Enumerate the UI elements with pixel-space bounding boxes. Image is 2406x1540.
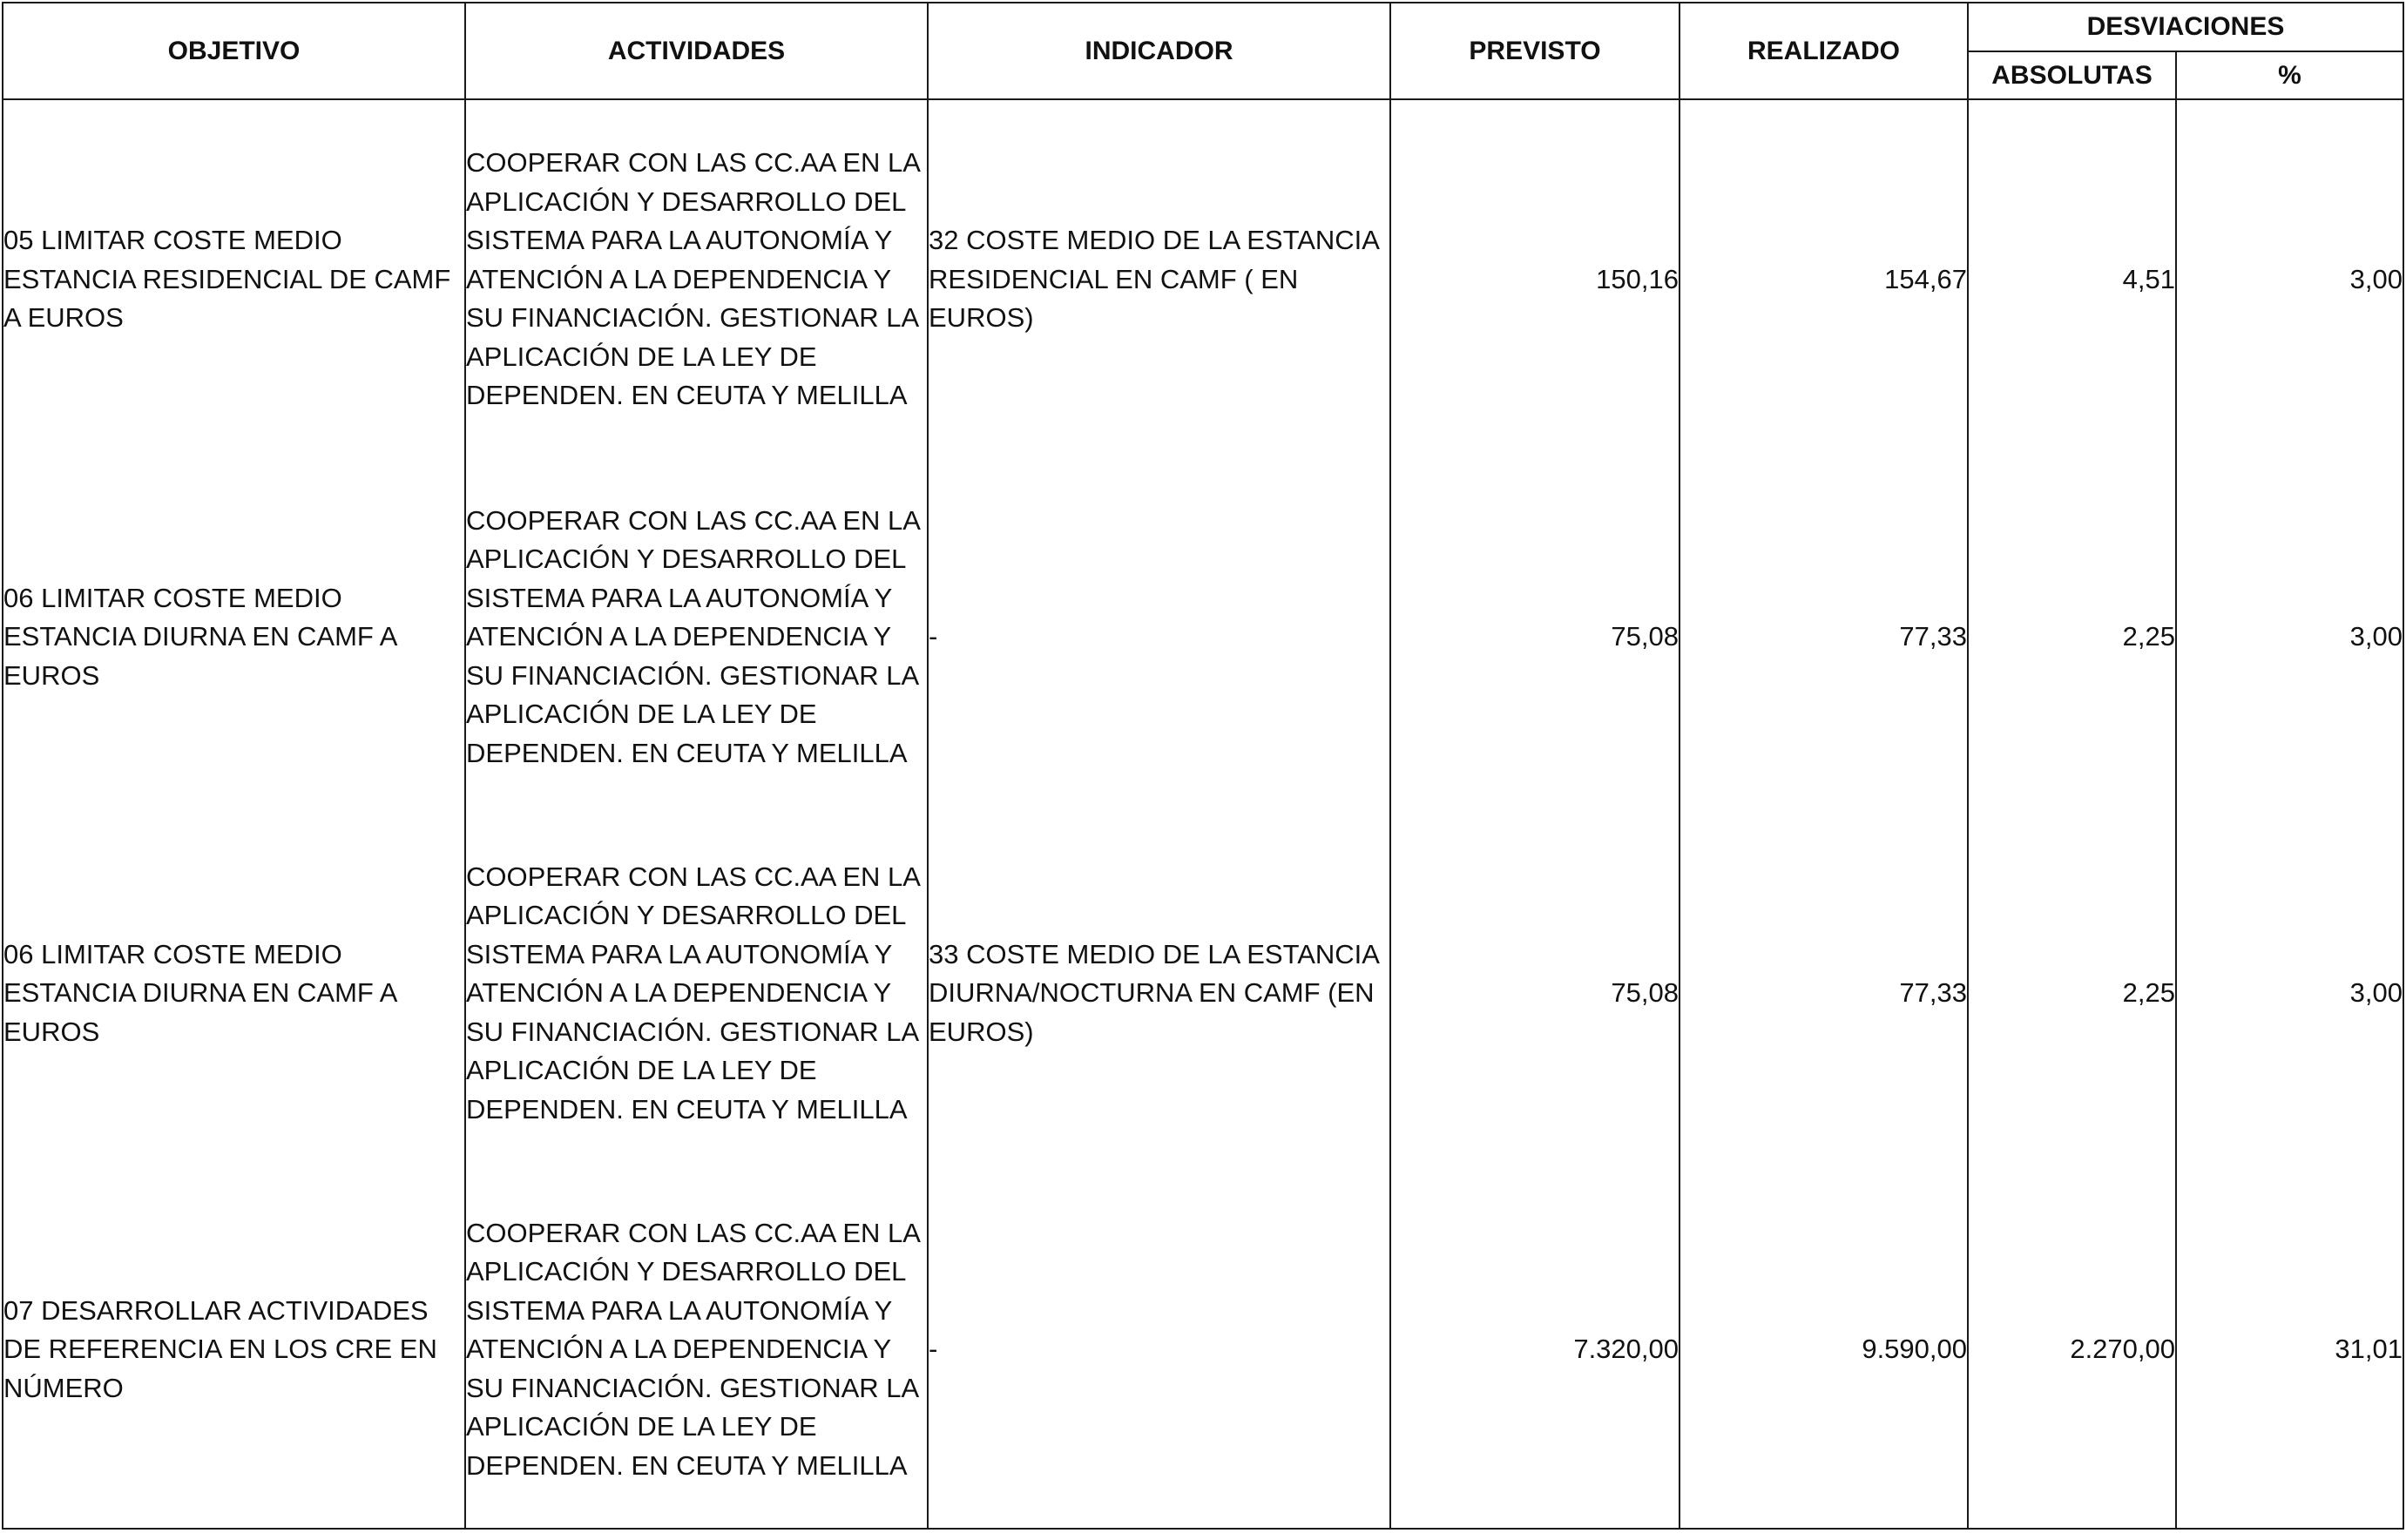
cell-objetivo: 05 LIMITAR COSTE MEDIO ESTANCIA RESIDENCIAL DE CAMF A EUROS: [3, 99, 465, 459]
cell-realizado: 77,33: [1679, 459, 1968, 815]
cell-indicador: -: [928, 1172, 1390, 1529]
header-actividades: ACTIVIDADES: [465, 3, 928, 99]
cell-absolutas: 2,25: [1968, 459, 2176, 815]
indicators-table: [2, 2, 2404, 1530]
cell-porcentaje: 3,00: [2176, 815, 2403, 1172]
cell-actividades: COOPERAR CON LAS CC.AA EN LA APLICACIÓN Y DESARROLLO DEL SISTEMA PARA LA AUTONOMÍA Y ATENCIÓN A LA DEPENDENCIA Y SU FINANCIACIÓN. GESTIONAR LA APLICACIÓN DE LA LEY DE DEPENDEN. EN CEUTA Y MELILLA: [465, 1172, 928, 1529]
cell-absolutas: 2.270,00: [1968, 1172, 2176, 1529]
table-row: [3, 815, 2403, 1172]
cell-indicador: 33 COSTE MEDIO DE LA ESTANCIA DIURNA/NOCTURNA EN CAMF (EN EUROS): [928, 815, 1390, 1172]
cell-indicador: 32 COSTE MEDIO DE LA ESTANCIA RESIDENCIAL EN CAMF ( EN EUROS): [928, 99, 1390, 459]
header-desviaciones: DESVIACIONES: [1968, 3, 2403, 51]
header-previsto: PREVISTO: [1390, 3, 1679, 99]
cell-previsto: 7.320,00: [1390, 1172, 1679, 1529]
cell-previsto: 75,08: [1390, 459, 1679, 815]
cell-actividades: COOPERAR CON LAS CC.AA EN LA APLICACIÓN Y DESARROLLO DEL SISTEMA PARA LA AUTONOMÍA Y ATENCIÓN A LA DEPENDENCIA Y SU FINANCIACIÓN. GESTIONAR LA APLICACIÓN DE LA LEY DE DEPENDEN. EN CEUTA Y MELILLA: [465, 815, 928, 1172]
header-porcentaje: %: [2176, 51, 2403, 99]
cell-indicador: -: [928, 459, 1390, 815]
table-row: [3, 99, 2403, 459]
header-objetivo: OBJETIVO: [3, 3, 465, 99]
cell-objetivo: 07 DESARROLLAR ACTIVIDADES DE REFERENCIA EN LOS CRE EN NÚMERO: [3, 1172, 465, 1529]
header-absolutas: ABSOLUTAS: [1968, 51, 2176, 99]
cell-absolutas: 2,25: [1968, 815, 2176, 1172]
cell-realizado: 154,67: [1679, 99, 1968, 459]
cell-objetivo: 06 LIMITAR COSTE MEDIO ESTANCIA DIURNA EN CAMF A EUROS: [3, 815, 465, 1172]
cell-absolutas: 4,51: [1968, 99, 2176, 459]
header-realizado: REALIZADO: [1679, 3, 1968, 99]
header-indicador: INDICADOR: [928, 3, 1390, 99]
cell-realizado: 77,33: [1679, 815, 1968, 1172]
cell-porcentaje: 3,00: [2176, 459, 2403, 815]
table-row: [3, 1172, 2403, 1529]
cell-porcentaje: 31,01: [2176, 1172, 2403, 1529]
table-row: [3, 459, 2403, 815]
cell-porcentaje: 3,00: [2176, 99, 2403, 459]
cell-previsto: 150,16: [1390, 99, 1679, 459]
table-body: [3, 99, 2403, 1529]
cell-objetivo: 06 LIMITAR COSTE MEDIO ESTANCIA DIURNA EN CAMF A EUROS: [3, 459, 465, 815]
cell-realizado: 9.590,00: [1679, 1172, 1968, 1529]
cell-actividades: COOPERAR CON LAS CC.AA EN LA APLICACIÓN Y DESARROLLO DEL SISTEMA PARA LA AUTONOMÍA Y ATENCIÓN A LA DEPENDENCIA Y SU FINANCIACIÓN. GESTIONAR LA APLICACIÓN DE LA LEY DE DEPENDEN. EN CEUTA Y MELILLA: [465, 459, 928, 815]
cell-previsto: 75,08: [1390, 815, 1679, 1172]
table-header: [3, 3, 2403, 99]
cell-actividades: COOPERAR CON LAS CC.AA EN LA APLICACIÓN Y DESARROLLO DEL SISTEMA PARA LA AUTONOMÍA Y ATENCIÓN A LA DEPENDENCIA Y SU FINANCIACIÓN. GESTIONAR LA APLICACIÓN DE LA LEY DE DEPENDEN. EN CEUTA Y MELILLA: [465, 99, 928, 459]
